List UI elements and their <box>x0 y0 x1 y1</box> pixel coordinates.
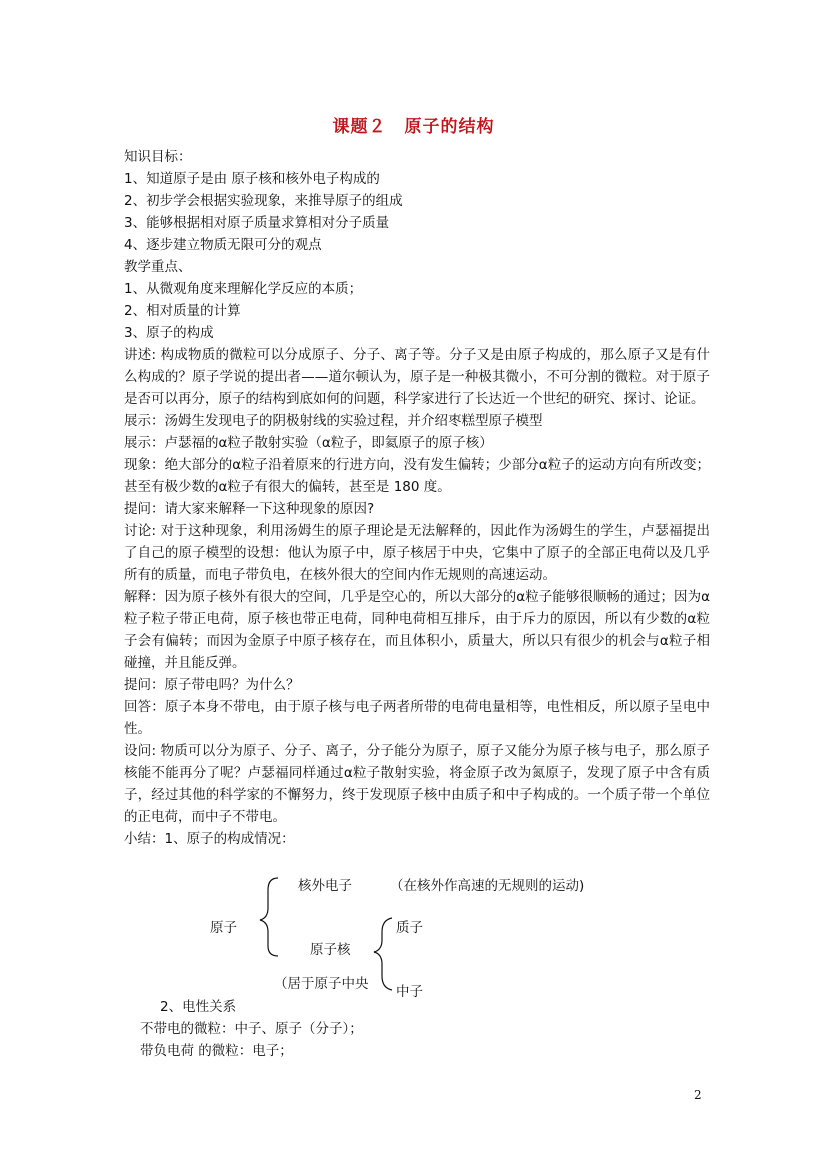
paragraph: 展示：汤姆生发现电子的阴极射线的实验过程，并介绍枣糕型原子模型 <box>124 413 543 429</box>
paragraph: 2、初步学会根据实验现象，来推导原子的组成 <box>124 193 403 209</box>
paragraph: 1、知道原子是由 原子核和核外电子构成的 <box>124 171 380 187</box>
section-heading: 2、电性关系 <box>160 999 237 1015</box>
paragraph: 提问：原子带电吗？为什么？ <box>124 677 300 693</box>
charge-summary <box>140 996 363 1062</box>
paragraph: 1、从微观角度来理解化学反应的本质； <box>124 281 363 297</box>
paragraph: 解释：因为原子核外有很大的空间，几乎是空心的，所以大部分的α粒子能够很顺畅的通过；因为α粒子粒子带正电荷，原子核也带正电荷，同种电荷相互排斥，由于斥力的原因，所以有少数的α粒子会有偏转；而因为金原子中原子核存在，而且体积小，质量大，所以只有很少的机会与α粒子相碰撞，并且能反弹。 <box>124 589 710 671</box>
paragraph: 教学重点、 <box>124 259 192 275</box>
proton-label: 质子 <box>396 920 423 936</box>
paragraph: 3、能够根据相对原子质量求算相对分子质量 <box>124 215 390 231</box>
left-brace <box>260 878 278 956</box>
atom-label: 原子 <box>210 920 237 936</box>
neutron-label: 中子 <box>396 984 423 1000</box>
paragraph: 4、逐步建立物质无限可分的观点 <box>124 237 322 253</box>
paragraph: 现象：绝大部分的α粒子沿着原来的行进方向，没有发生偏转；少部分α粒子的运动方向有所改变；甚至有极少数的α粒子有很大的偏转，甚至是 180 度。 <box>124 457 710 495</box>
negative-particles: 带负电荷 的微粒：电子； <box>140 1043 293 1059</box>
paragraph: 回答：原子本身不带电，由于原子核与电子两者所带的电荷电量相等，电性相反，所以原子呈电中性。 <box>124 699 710 737</box>
nucleus-note: （居于原子中央 <box>274 976 369 992</box>
electron-note: （在核外作高速的无规则的运动) <box>390 878 585 894</box>
electron-label: 核外电子 <box>298 878 352 894</box>
paragraph: 2、相对质量的计算 <box>124 303 241 319</box>
right-brace <box>374 918 392 990</box>
paragraph: 知识目标： <box>124 149 192 165</box>
paragraph: 设问: 物质可以分为原子、分子、离子，分子能分为原子，原子又能分为原子核与电子，那么原子核能不能再分了呢？卢瑟福同样通过α粒子散射实验，将金原子改为氮原子，发现了原子中含有质子，经过其他的科学家的不懈努力，终于发现原子核中由质子和中子构成的。一个质子带一个单位的正电荷，而中子不带电。 <box>124 743 710 825</box>
document-body <box>124 146 710 850</box>
paragraph: 小结：1、原子的构成情况： <box>124 831 295 847</box>
paragraph: 讨论: 对于这种现象，利用汤姆生的原子理论是无法解释的，因此作为汤姆生的学生，卢瑟福提出了自己的原子模型的设想：他认为原子中，原子核居于中央，它集中了原子的全部正电荷以及几乎所有的质量，而电子带负电，在核外很大的空间内作无规则的高速运动。 <box>124 523 710 583</box>
neutral-particles: 不带电的微粒：中子、原子（分子）； <box>140 1021 363 1037</box>
nucleus-label: 原子核 <box>310 942 351 958</box>
page-number: 2 <box>694 1088 702 1102</box>
paragraph: 展示：卢瑟福的α粒子散射实验（α粒子，即氦原子的原子核） <box>124 435 493 451</box>
paragraph: 讲述: 构成物质的微粒可以分成原子、分子、离子等。分子又是由原子构成的，那么原子又是有什么构成的？原子学说的提出者——道尔顿认为，原子是一种极其微小，不可分割的微粒。对于原子是否可以再分，原子的结构到底如何的问题，科学家进行了长达近一个世纪的研究、探讨、论证。 <box>124 347 710 407</box>
paragraph: 提问：请大家来解释一下这种现象的原因? <box>124 501 375 517</box>
page-title: 课题２ 原子的结构 <box>332 117 495 137</box>
paragraph: 3、原子的构成 <box>124 325 214 341</box>
